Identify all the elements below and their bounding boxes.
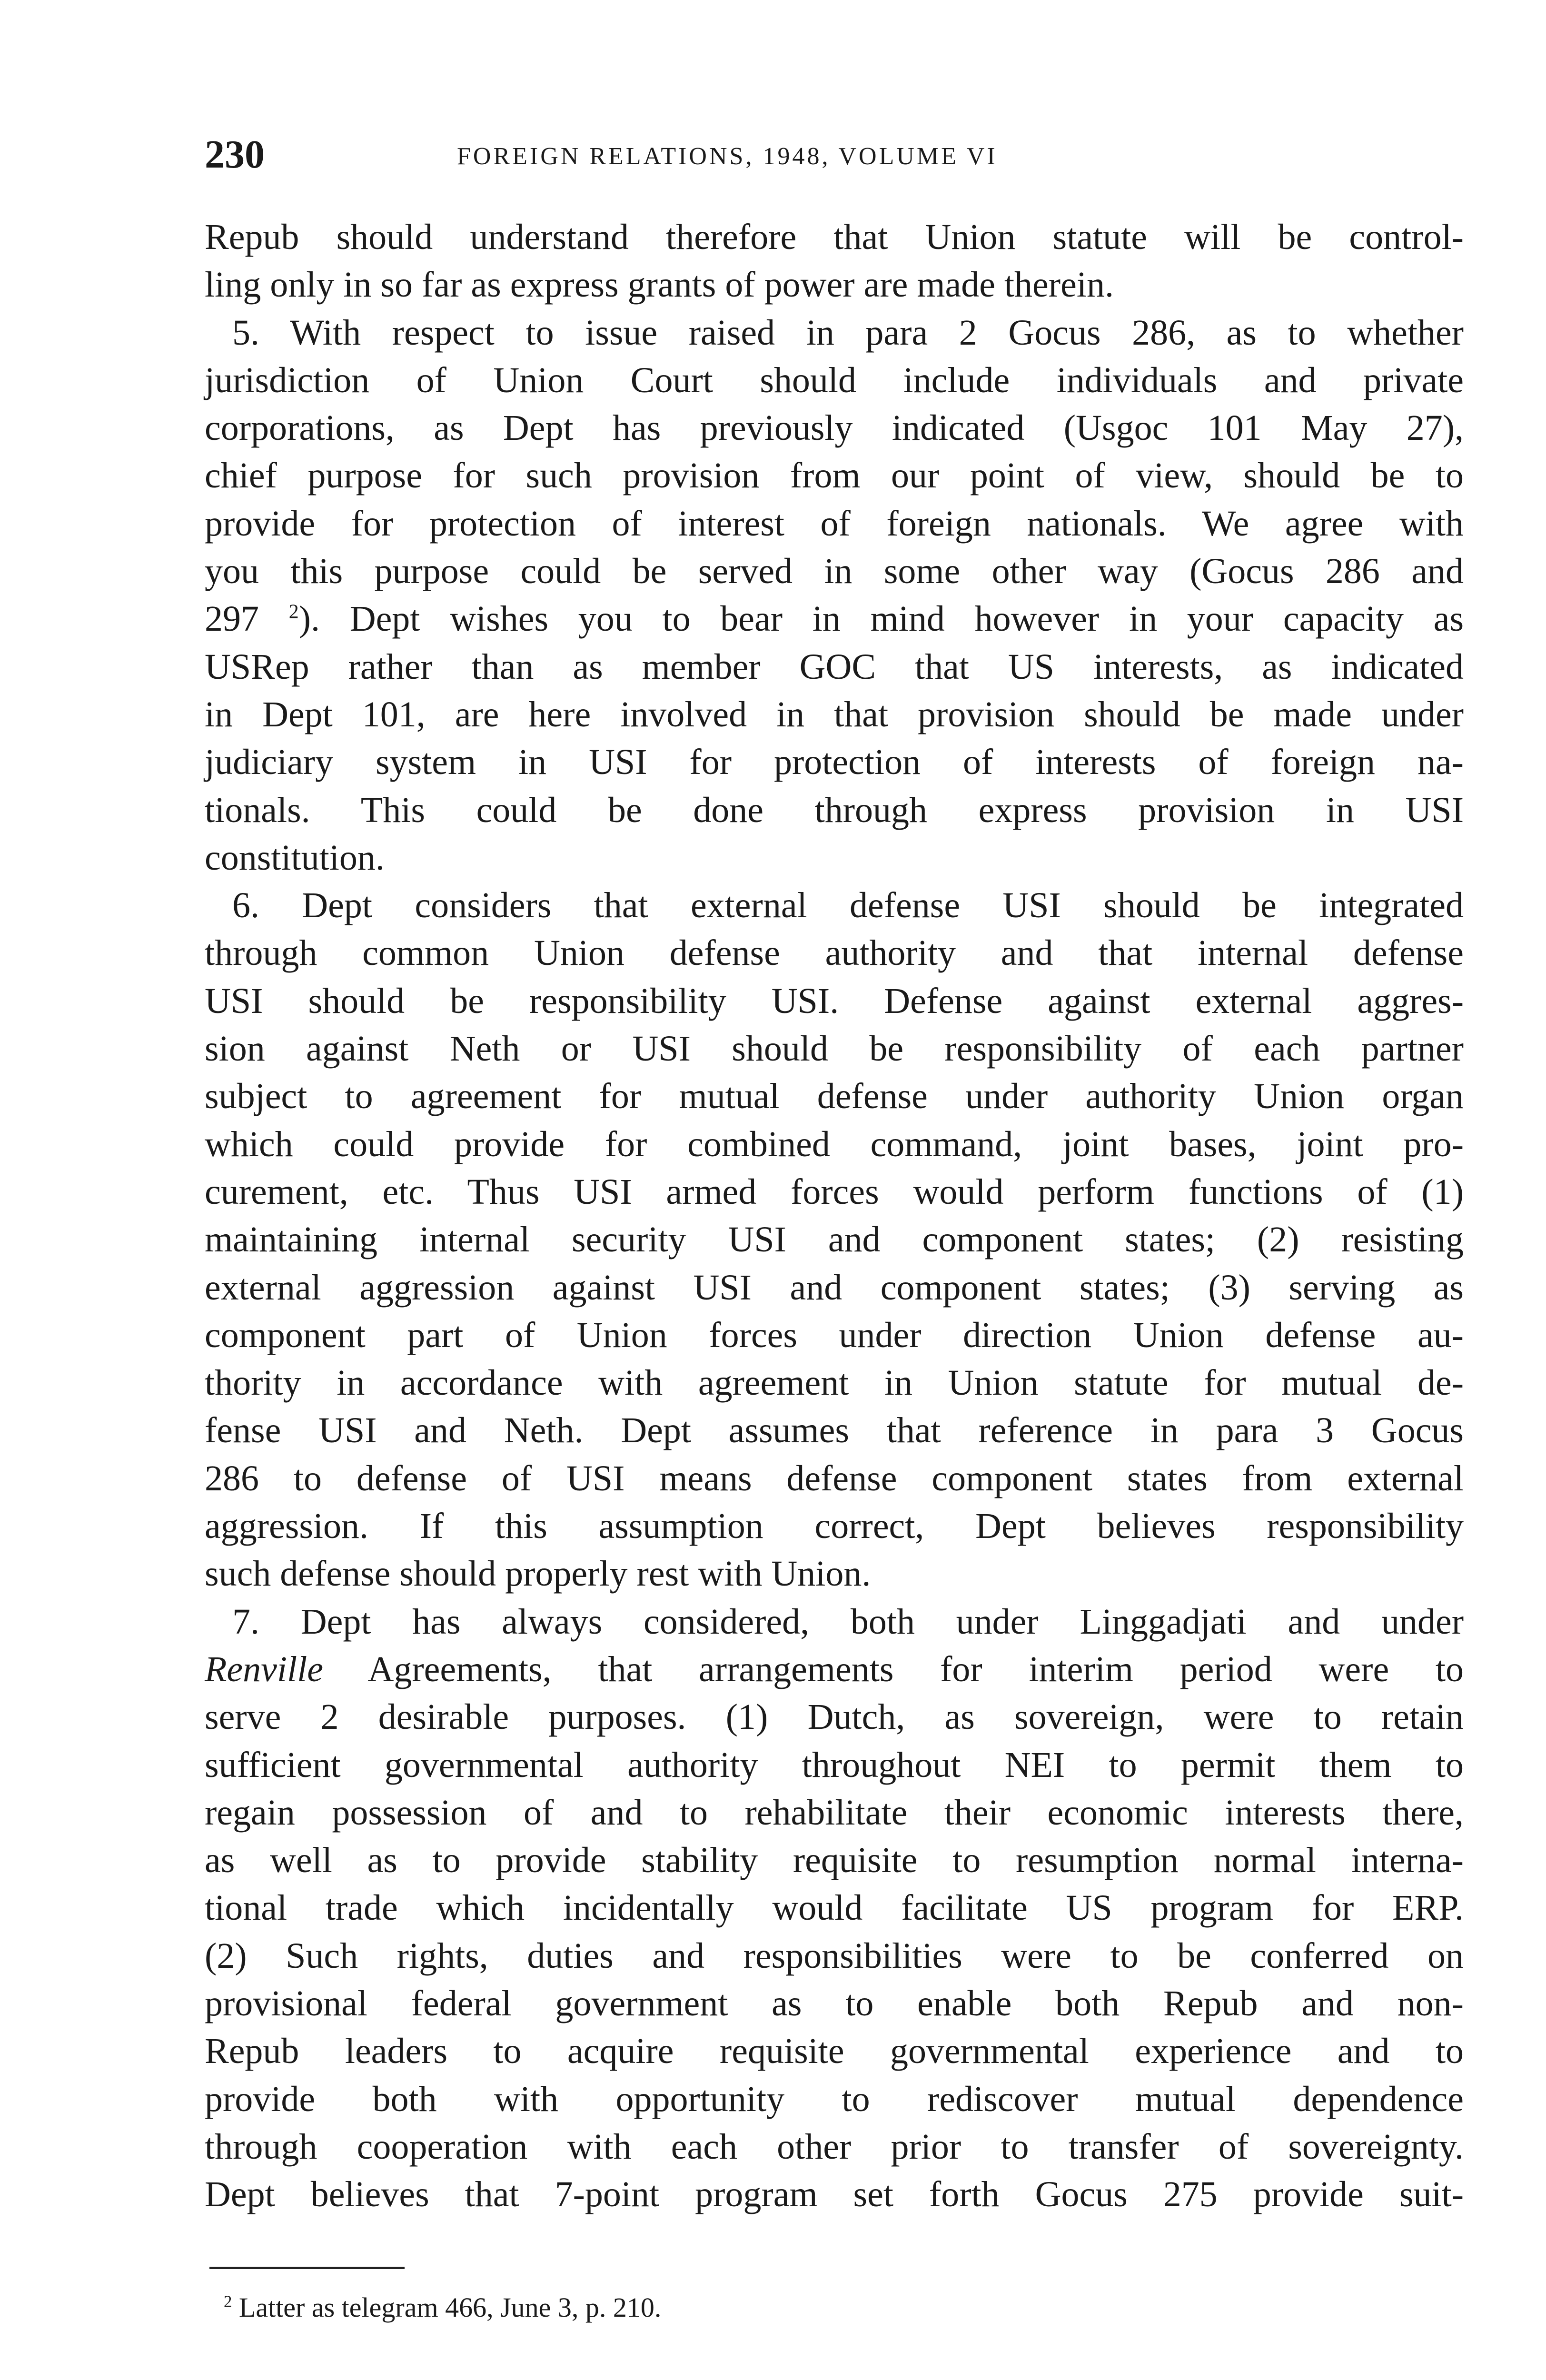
running-head	[205, 129, 1461, 181]
text-line: regain possession of and to rehabilitate their economic interests there,	[205, 1792, 1464, 1833]
text-line: USI should be responsibility USI. Defense against external aggres-	[205, 981, 1464, 1021]
footnote-divider	[209, 2267, 405, 2269]
text-line: in Dept 101, are here involved in that provision should be made under	[205, 694, 1464, 734]
text-line: as well as to provide stability requisite to resumption normal interna-	[205, 1840, 1464, 1881]
footnote	[224, 2289, 661, 2327]
text-line: 5. With respect to issue raised in para 2 Gocus 286, as to whether	[232, 312, 1464, 353]
text-line: (2) Such rights, duties and responsibilities were to be conferred on	[205, 1935, 1464, 1976]
text-fragment: ).	[298, 599, 320, 639]
text-line: serve 2 desirable purposes. (1) Dutch, as sovereign, were to retain	[205, 1697, 1464, 1737]
text-fragment: Agreements, that arrangements for interim period were to	[367, 1649, 1464, 1689]
text-line: 6. Dept considers that external defense USI should be integrated	[232, 885, 1464, 926]
text-line: sion against Neth or USI should be responsibility of each partner	[205, 1029, 1464, 1069]
text-line: ling only in so far as express grants of power are made therein.	[205, 265, 1114, 305]
text-line: subject to agreement for mutual defense under authority Union organ	[205, 1076, 1464, 1117]
text-line: sufficient governmental authority throughout NEI to permit them to	[205, 1745, 1464, 1785]
text-line: curement, etc. Thus USI armed forces would perform functions of (1)	[205, 1171, 1464, 1212]
paragraph-7	[205, 1598, 1464, 2219]
text-line: constitution.	[205, 837, 385, 878]
text-line: judiciary system in USI for protection of interests of foreign na-	[205, 742, 1464, 783]
text-line: fense USI and Neth. Dept assumes that reference in para 3 Gocus	[205, 1410, 1464, 1451]
text-line: you this purpose could be served in some other way (Gocus 286 and	[205, 551, 1464, 592]
page-number: 230	[205, 132, 265, 177]
text-line: thority in accordance with agreement in Union statute for mutual de-	[205, 1363, 1464, 1403]
text-line: provisional federal government as to enable both Repub and non-	[205, 1983, 1464, 2023]
text-line: which could provide for combined command, joint bases, joint pro-	[205, 1124, 1464, 1164]
text-line: jurisdiction of Union Court should include individuals and private	[205, 360, 1464, 400]
text-line: 7. Dept has always considered, both under Linggadjati and under	[232, 1601, 1464, 1642]
paragraph-5	[205, 309, 1464, 882]
text-line: aggression. If this assumption correct, Dept believes responsibility	[205, 1506, 1464, 1547]
text-line: tionals. This could be done through express provision in USI	[205, 790, 1464, 830]
text-line: maintaining internal security USI and component states; (2) resisting	[205, 1220, 1464, 1260]
text-line: Repub should understand therefore that Union statute will be control-	[205, 217, 1464, 257]
text-line: external aggression against USI and component states; (3) serving as	[205, 1267, 1464, 1308]
footnote-text: Latter as telegram 466, June 3, p. 210.	[238, 2292, 662, 2323]
text-line: Repub leaders to acquire requisite governmental experience and to	[205, 2031, 1464, 2072]
text-fragment: Dept wishes you to bear in mind however in your capacity as	[349, 599, 1464, 639]
text-line: USRep rather than as member GOC that US interests, as indicated	[205, 646, 1464, 687]
footnote-marker: 2	[224, 2292, 232, 2311]
text-fragment: 297	[205, 599, 259, 639]
text-line: corporations, as Dept has previously indicated (Usgoc 101 May 27),	[205, 408, 1464, 448]
text-line: provide for protection of interest of foreign nationals. We agree with	[205, 503, 1464, 544]
text-line: through common Union defense authority and that internal defense	[205, 933, 1464, 973]
running-title: FOREIGN RELATIONS, 1948, VOLUME VI	[457, 143, 998, 170]
footnote-ref: 2	[288, 601, 299, 624]
text-line: 286 to defense of USI means defense component states from external	[205, 1458, 1464, 1498]
text-line: chief purpose for such provision from our point of view, should be to	[205, 456, 1464, 496]
paragraph-continuation	[205, 213, 1464, 309]
italic-term: Renville	[205, 1649, 323, 1689]
body-text	[205, 213, 1464, 2218]
text-line	[205, 1646, 1464, 1693]
text-line	[205, 595, 1464, 643]
paragraph-6	[205, 882, 1464, 1597]
text-line: such defense should properly rest with Union.	[205, 1554, 871, 1594]
text-line: Dept believes that 7-point program set forth Gocus 275 provide suit-	[205, 2174, 1464, 2215]
text-line: through cooperation with each other prior to transfer of sovereignty.	[205, 2126, 1464, 2167]
text-line: provide both with opportunity to rediscover mutual dependence	[205, 2079, 1464, 2119]
text-line: tional trade which incidentally would facilitate US program for ERP.	[205, 1888, 1464, 1928]
text-line: component part of Union forces under direction Union defense au-	[205, 1315, 1464, 1355]
